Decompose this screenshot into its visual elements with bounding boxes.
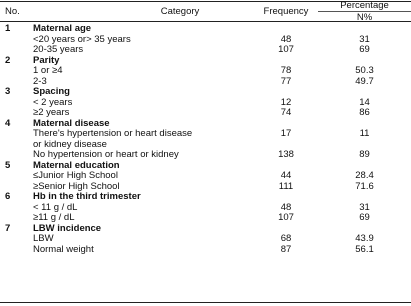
percentage-cell: 89 bbox=[359, 149, 370, 160]
section-number: 6 bbox=[5, 191, 11, 202]
header-percentage: Percentage bbox=[340, 0, 389, 11]
section-number: 7 bbox=[5, 222, 11, 234]
category-label: < 2 years bbox=[33, 96, 73, 108]
frequency-cell: 111 bbox=[278, 180, 294, 192]
frequency-cell: 107 bbox=[278, 44, 294, 55]
category-label: or kidney disease bbox=[33, 138, 107, 150]
percentage-cell: 31 bbox=[359, 201, 370, 213]
section-number: 4 bbox=[5, 117, 11, 129]
section-title: Parity bbox=[33, 54, 60, 66]
percentage-cell: 56.1 bbox=[355, 243, 374, 255]
percentage-cell: 14 bbox=[359, 96, 370, 108]
frequency-cell: 87 bbox=[280, 243, 292, 255]
category-label: 2-3 bbox=[33, 75, 47, 87]
percentage-cell: 49.7 bbox=[355, 75, 374, 87]
section-number: 2 bbox=[5, 54, 11, 66]
section-title: Maternal education bbox=[33, 159, 120, 171]
category-label: <20 years or> 35 years bbox=[33, 33, 131, 45]
section-title: Maternal age bbox=[33, 23, 92, 34]
frequency-cell: 78 bbox=[280, 65, 292, 76]
category-label: No hypertension or heart or kidney bbox=[33, 149, 179, 160]
frequency-cell: 48 bbox=[280, 33, 292, 45]
percentage-cell: 43.9 bbox=[355, 233, 374, 244]
category-label: ≥2 years bbox=[33, 107, 70, 118]
percentage-cell: 11 bbox=[359, 128, 370, 139]
percentage-cell: 71.6 bbox=[355, 180, 374, 192]
header-percentage-unit: N% bbox=[356, 12, 373, 23]
category-label: ≥11 g / dL bbox=[33, 212, 75, 223]
category-label: ≤Junior High School bbox=[33, 170, 118, 181]
category-label: ≥Senior High School bbox=[33, 180, 120, 192]
frequency-cell: 17 bbox=[280, 128, 292, 139]
header-category: Category bbox=[160, 6, 200, 17]
percentage-cell: 69 bbox=[359, 44, 370, 55]
percentage-cell: 86 bbox=[359, 107, 370, 118]
frequency-cell: 48 bbox=[280, 201, 292, 213]
frequency-cell: 12 bbox=[280, 96, 292, 108]
section-number: 3 bbox=[5, 86, 11, 97]
section-title: Hb in the third trimester bbox=[33, 191, 141, 202]
frequency-cell: 74 bbox=[280, 107, 292, 118]
frequency-cell: 68 bbox=[280, 233, 292, 244]
header-frequency: Frequency bbox=[263, 6, 309, 17]
section-number: 5 bbox=[5, 159, 11, 171]
frequency-cell: 107 bbox=[278, 212, 294, 223]
table-bottom-rule bbox=[0, 302, 411, 303]
percentage-cell: 31 bbox=[359, 33, 370, 45]
category-label: < 11 g / dL bbox=[33, 201, 78, 213]
header-no: No. bbox=[5, 6, 20, 17]
category-label: 20-35 years bbox=[33, 44, 84, 55]
percentage-cell: 69 bbox=[359, 212, 370, 223]
category-label: 1 or ≥4 bbox=[33, 65, 63, 76]
frequency-cell: 138 bbox=[278, 149, 294, 160]
section-title: Maternal disease bbox=[33, 117, 110, 129]
percentage-cell: 50.3 bbox=[355, 65, 374, 76]
frequency-cell: 77 bbox=[280, 75, 292, 87]
section-title: LBW incidence bbox=[33, 222, 102, 234]
category-label: Normal weight bbox=[33, 243, 94, 255]
frequency-cell: 44 bbox=[280, 170, 292, 181]
category-label: There's hypertension or heart disease bbox=[33, 128, 193, 139]
percentage-cell: 28.4 bbox=[355, 170, 374, 181]
section-number: 1 bbox=[5, 23, 11, 34]
section-title: Spacing bbox=[33, 86, 70, 97]
category-label: LBW bbox=[33, 233, 54, 244]
